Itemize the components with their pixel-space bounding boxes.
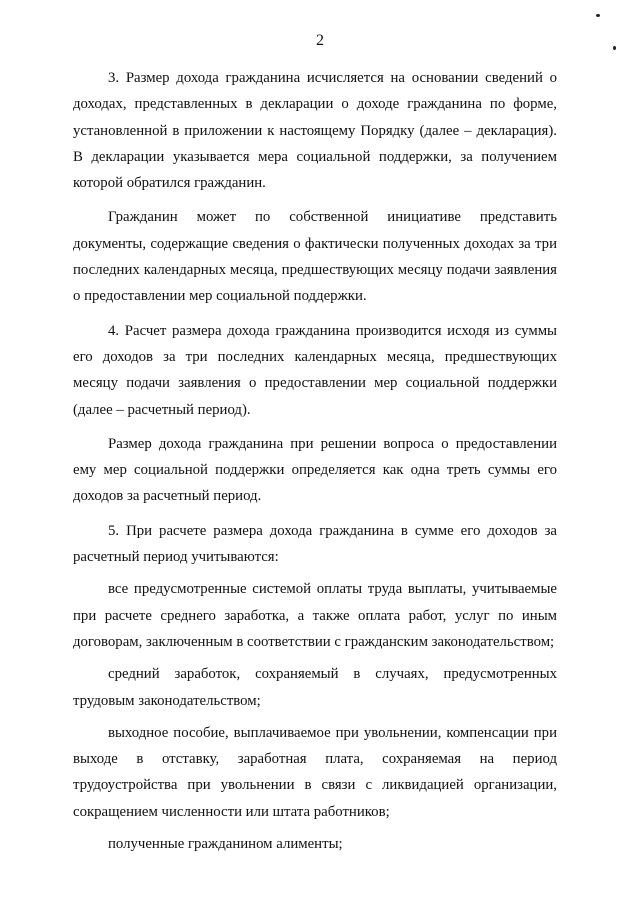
scan-speck <box>596 14 600 17</box>
list-item-alimony: полученные гражданином алименты; <box>108 836 343 853</box>
list-item-salary-payments: все предусмотренные системой оплаты труда выплаты, учитываемые при расчете среднего заработка, а также оплата работ, услуг по иным договорам, заключенным в соответствии с гражданским законодательством; <box>73 581 557 650</box>
list-item-severance-pay: выходное пособие, выплачиваемое при увольнении, компенсации при выходе в отставку, заработная плата, сохраняемая на период трудоустройства при увольнении в связи с ликвидацией организации, сокращением численности или штата работников; <box>73 724 557 820</box>
paragraph-income-one-third: Размер дохода гражданина при решении вопроса о предоставлении ему мер социальной поддержки определяется как одна треть суммы его доходов за расчетный период. <box>73 435 557 505</box>
paragraph-citizen-documents: Гражданин может по собственной инициативе представить документы, содержащие сведения о фактически полученных доходах за три последних календарных месяца, предшествующих месяцу подачи заявления о предоставлении мер социальной поддержки. <box>73 209 557 305</box>
document-body <box>73 65 557 857</box>
paragraph-3-income-calculation: 3. Размер дохода гражданина исчисляется на основании сведений о доходах, представленных в декларации о доходе гражданина по форме, установленной в приложении к настоящему Порядку (далее – декларация). В декларации указывается мера социальной поддержки, за получением которой обратился гражданин. <box>73 70 557 192</box>
paragraph-4-calculation-period: 4. Расчет размера дохода гражданина производится исходя из суммы его доходов за три последних календарных месяца, предшествующих месяцу подачи заявления о предоставлении мер социальной поддержки (далее – расчетный период). <box>73 322 557 418</box>
paragraph-5-included-income: 5. При расчете размера дохода гражданина в сумме его доходов за расчетный период учитываются: <box>73 522 557 566</box>
page-number: 2 <box>316 32 324 49</box>
list-item-average-earnings: средний заработок, сохраняемый в случаях, предусмотренных трудовым законодательством; <box>73 666 557 709</box>
